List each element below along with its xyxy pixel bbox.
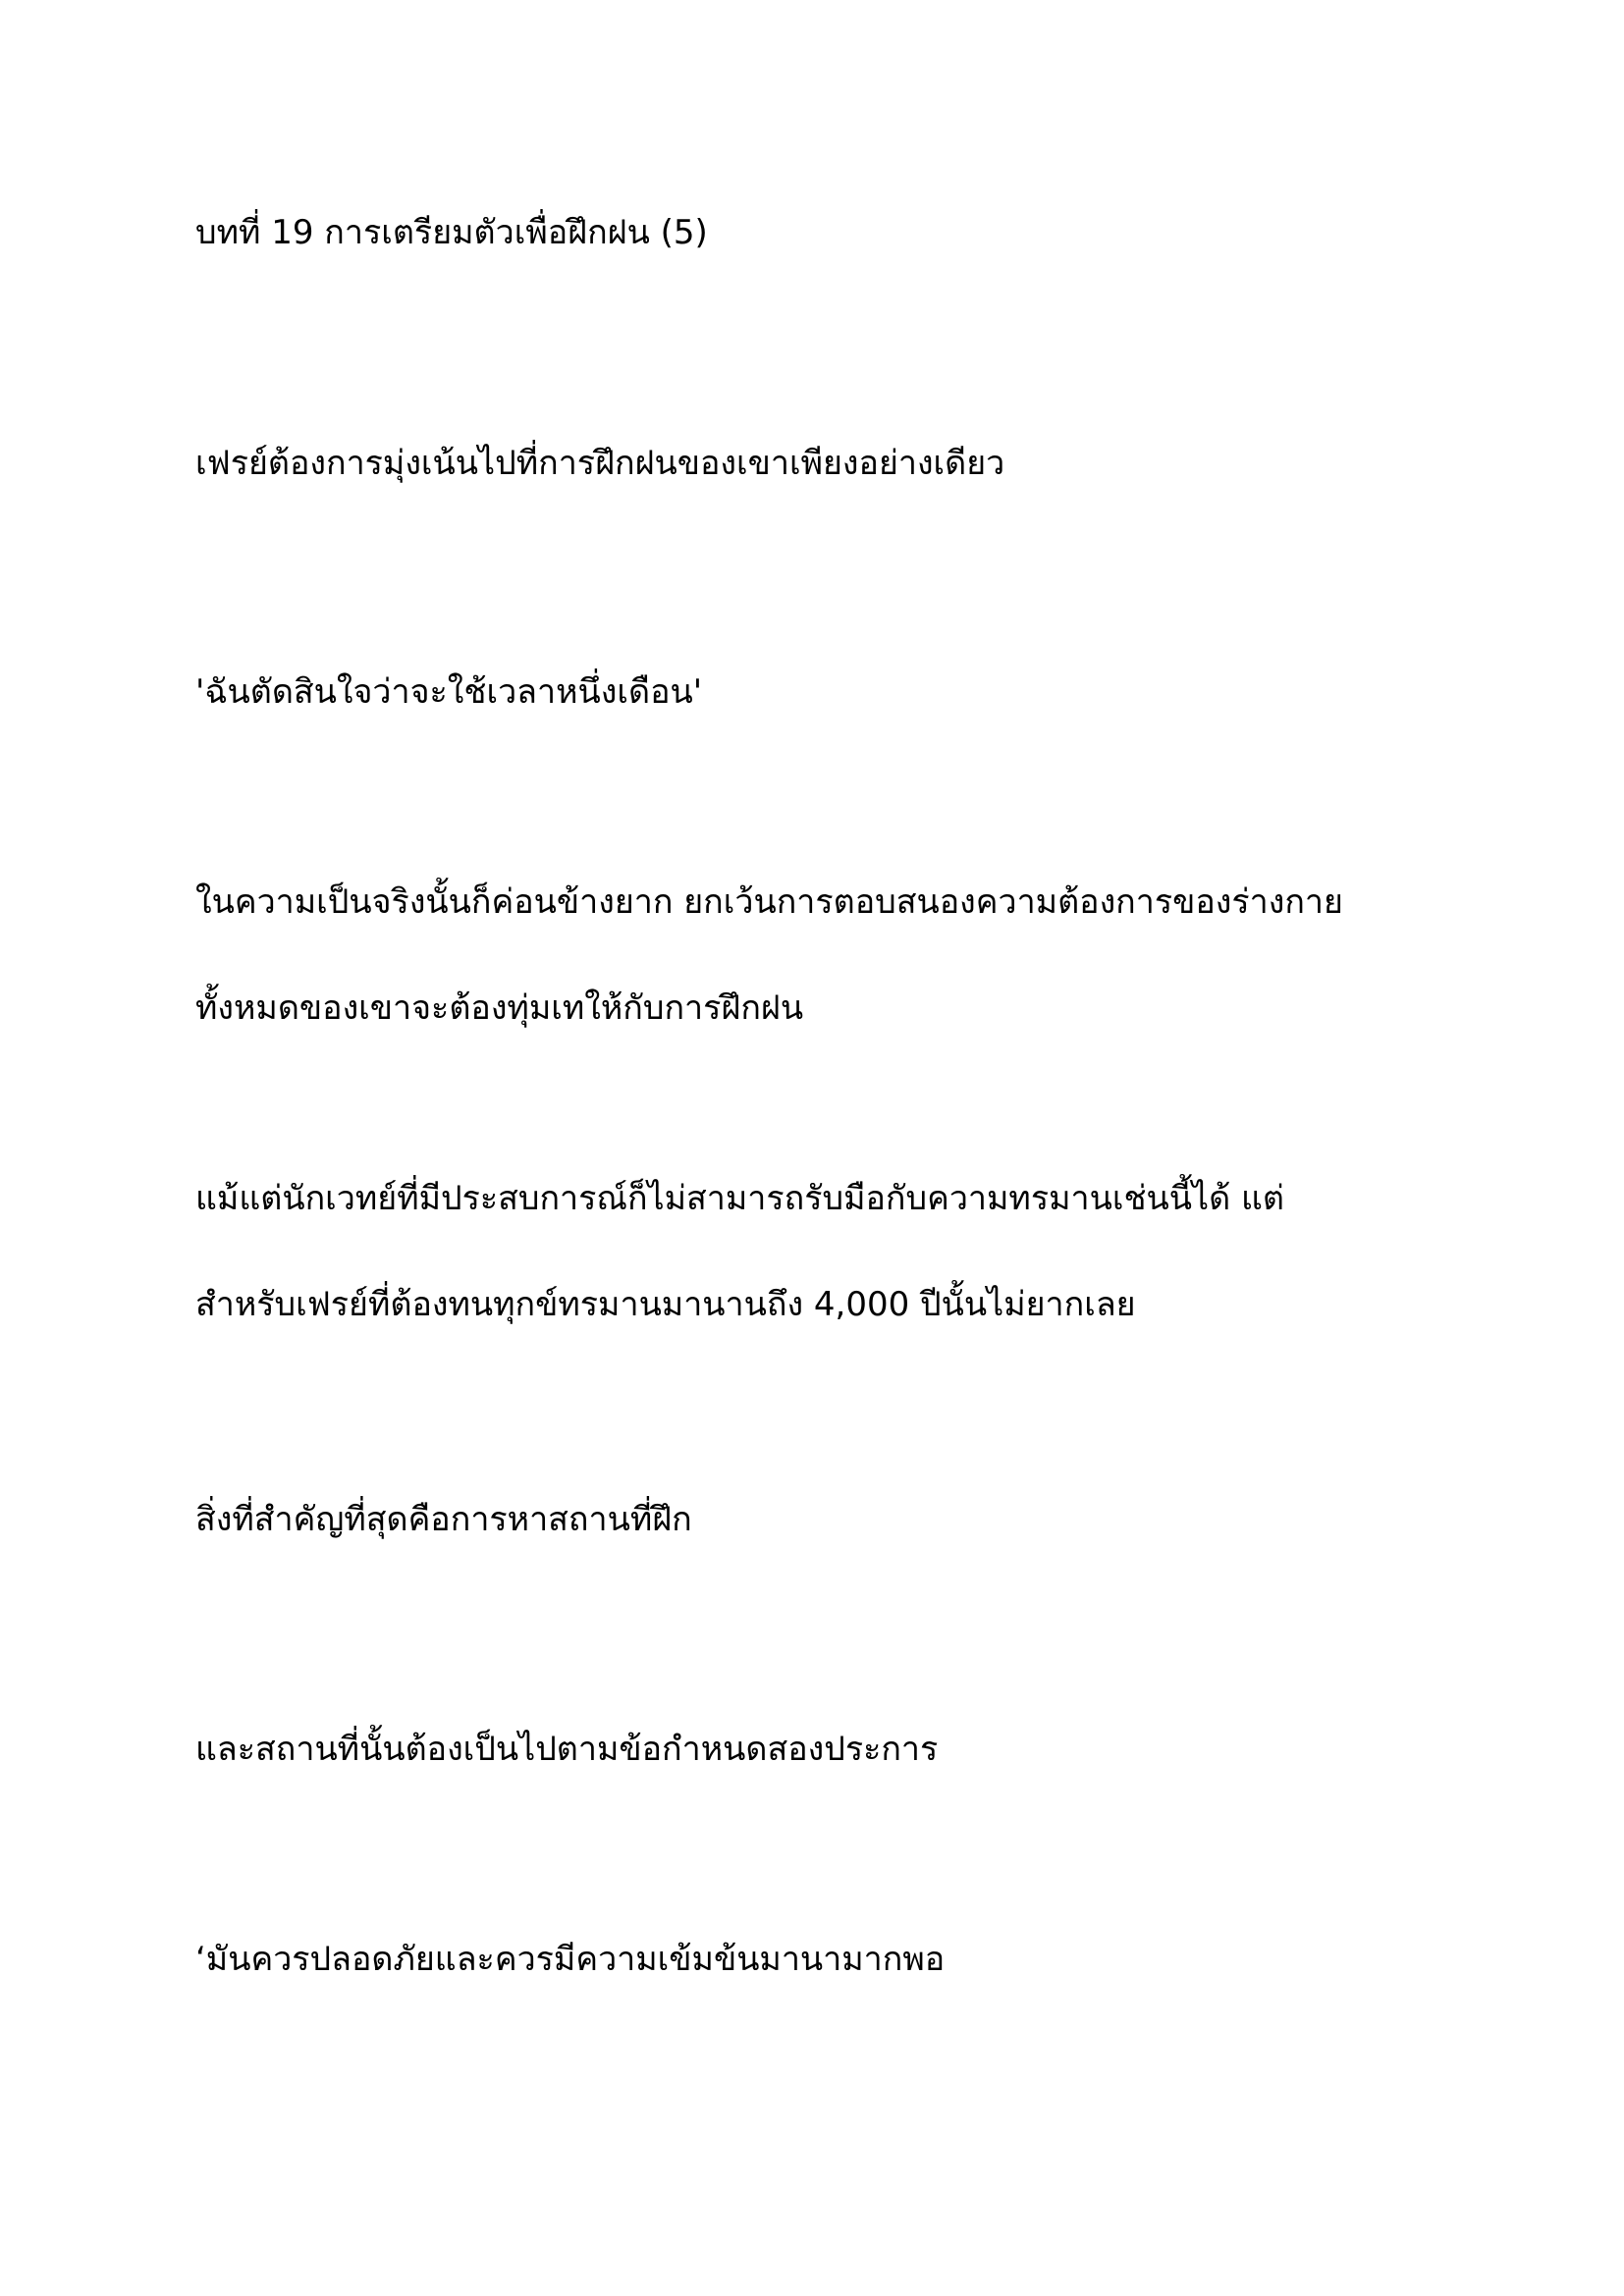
chapter-title xyxy=(195,180,1472,286)
text-line: แม้แต่นักเวทย์ที่มีประสบการณ์ก็ไม่สามารถรับมือกับความทรมานเช่นนี้ได้ แต่ xyxy=(195,1179,1285,1218)
text-line: สิ่งที่สำคัญที่สุดคือการหาสถานที่ฝึก xyxy=(195,1500,692,1539)
text-line: สำหรับเฟรย์ที่ต้องทนทุกข์ทรมานมานานถึง 4,000 ปีนั้นไม่ยากเลย xyxy=(195,1285,1136,1324)
paragraph xyxy=(195,1906,1472,2012)
paragraph xyxy=(195,1146,1472,1358)
paragraph xyxy=(195,849,1472,1061)
text-line: ‘มันควรปลอดภัยและควรมีความเข้มข้นมานามากพอ xyxy=(195,1940,946,1979)
paragraph xyxy=(195,639,1472,745)
text-line: เฟรย์ต้องการมุ่งเน้นไปที่การฝึกฝนของเขาเพียงอย่างเดียว xyxy=(195,444,1005,483)
text-line: บทที่ 19 การเตรียมตัวเพื่อฝึกฝน (5) xyxy=(195,213,708,252)
text-line: 'ฉันตัดสินใจว่าจะใช้เวลาหนึ่งเดือน' xyxy=(195,672,703,712)
text-line: และสถานที่นั้นต้องเป็นไปตามข้อกำหนดสองประการ xyxy=(195,1730,939,1769)
paragraph xyxy=(195,1467,1472,1573)
text-line: ทั้งหมดของเขาจะต้องทุ่มเทให้กับการฝึกฝน xyxy=(195,988,804,1028)
text-line: ในความเป็นจริงนั้นก็ค่อนข้างยาก ยกเว้นการตอบสนองความต้องการของร่างกาย xyxy=(195,882,1343,922)
paragraph xyxy=(195,410,1472,516)
paragraph xyxy=(195,1696,1472,1802)
